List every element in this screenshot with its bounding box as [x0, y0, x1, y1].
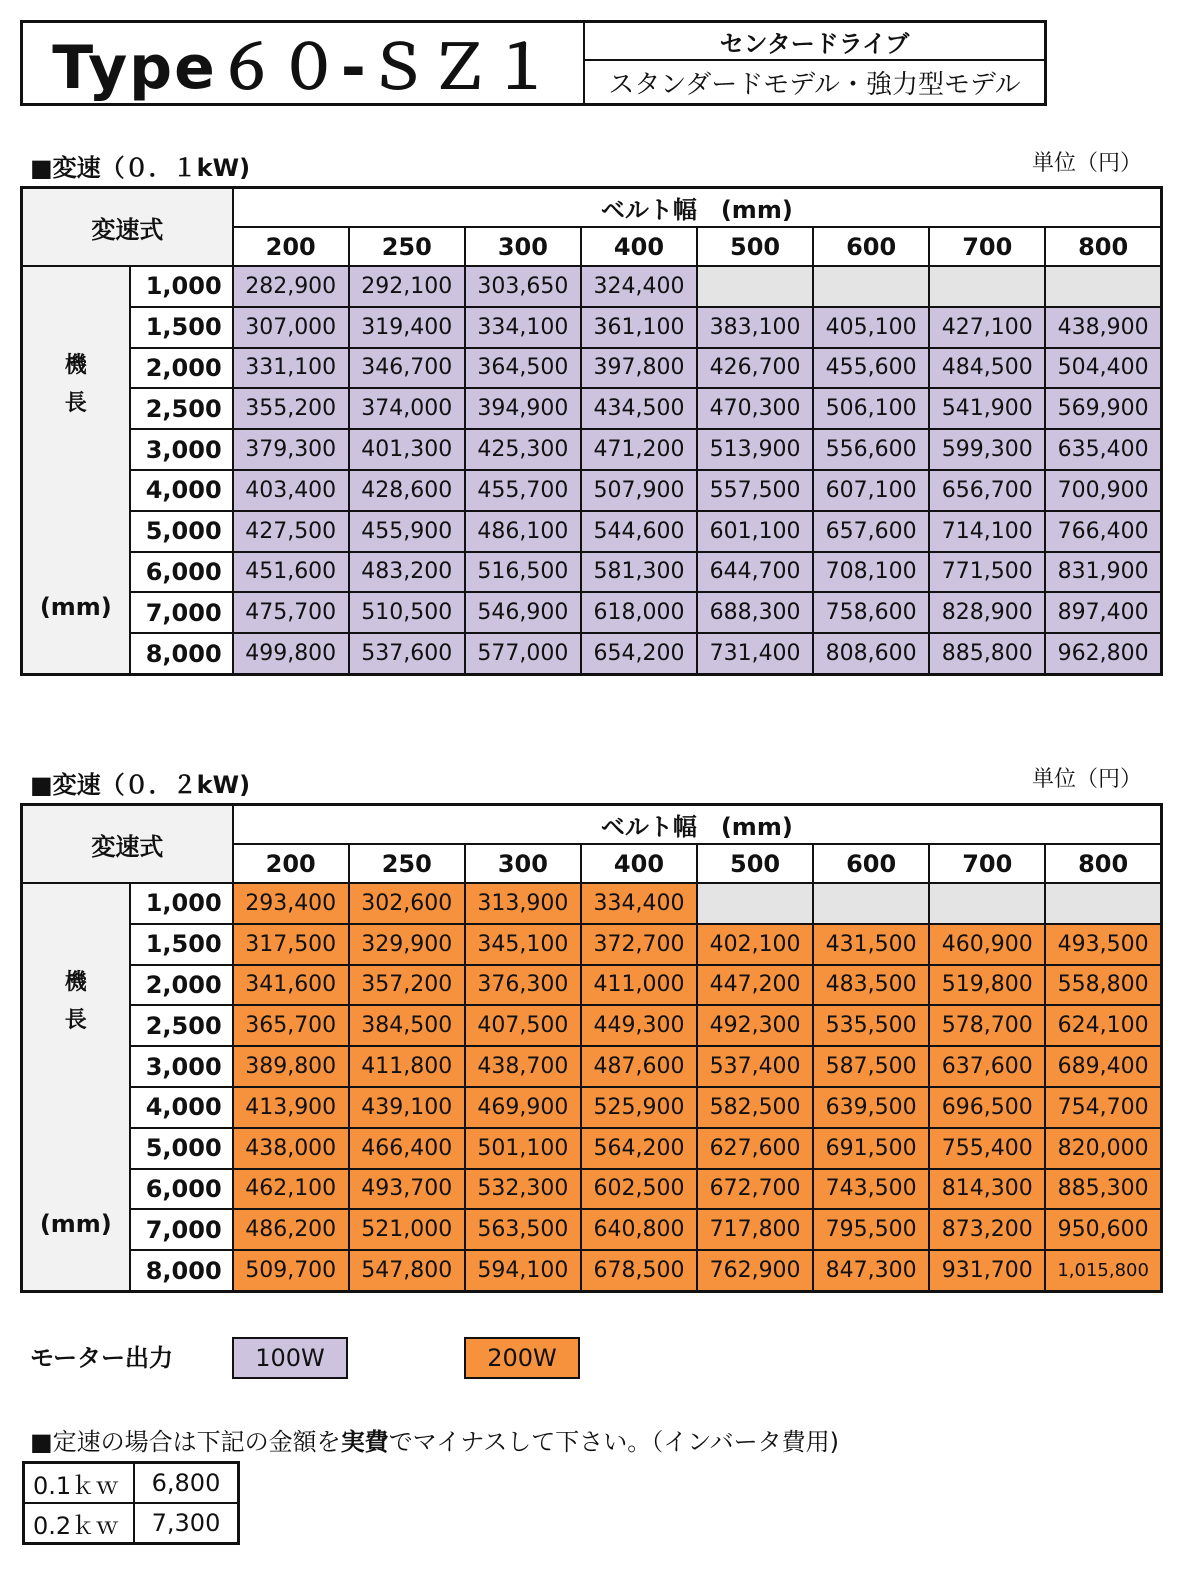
- price-cell: 717,800: [697, 1209, 813, 1250]
- deduction-table: [22, 1461, 240, 1545]
- price-cell: 487,600: [581, 1046, 697, 1087]
- header-row: [22, 805, 1162, 845]
- price-cell: 426,700: [697, 348, 813, 389]
- length-side-label: [22, 266, 130, 675]
- table-row: [22, 470, 1162, 511]
- width-header: 500: [697, 844, 813, 883]
- price-cell: 762,900: [697, 1250, 813, 1291]
- table-row: [22, 1046, 1162, 1087]
- price-cell: 365,700: [233, 1005, 349, 1046]
- legend-100w: [232, 1337, 348, 1379]
- price-cell: 602,500: [581, 1169, 697, 1210]
- table-row: [22, 965, 1162, 1006]
- price-cell: 402,100: [697, 924, 813, 965]
- price-cell: 376,300: [465, 965, 581, 1006]
- price-cell: 657,600: [813, 511, 929, 552]
- price-cell: 329,900: [349, 924, 465, 965]
- price-cell: 731,400: [697, 633, 813, 674]
- price-cell: 383,100: [697, 307, 813, 348]
- price-cell: 319,400: [349, 307, 465, 348]
- price-cell: 438,700: [465, 1046, 581, 1087]
- price-cell: 434,500: [581, 388, 697, 429]
- price-cell: 506,100: [813, 388, 929, 429]
- price-cell: 486,200: [233, 1209, 349, 1250]
- price-cell: 557,500: [697, 470, 813, 511]
- table-row: [22, 883, 1162, 924]
- table-row: [22, 633, 1162, 674]
- width-header: 800: [1045, 844, 1161, 883]
- side-inner: [23, 884, 129, 1290]
- drive-label: センタードライブ: [585, 23, 1044, 61]
- table-row: [22, 307, 1162, 348]
- price-cell: 471,200: [581, 429, 697, 470]
- price-cell: 451,600: [233, 552, 349, 593]
- section-title-1: ■変速（０．１kW): [30, 154, 251, 182]
- price-cell: 847,300: [813, 1250, 929, 1291]
- price-cell: 564,200: [581, 1128, 697, 1169]
- price-cell: 700,900: [1045, 470, 1161, 511]
- price-cell: 469,900: [465, 1087, 581, 1128]
- price-cell: 355,200: [233, 388, 349, 429]
- width-header: 200: [233, 844, 349, 883]
- price-cell: 282,900: [233, 266, 349, 307]
- price-cell: 644,700: [697, 552, 813, 593]
- price-cell: 587,500: [813, 1046, 929, 1087]
- price-cell: 885,300: [1045, 1169, 1161, 1210]
- length-label: 2,000: [130, 348, 233, 389]
- price-cell: 820,000: [1045, 1128, 1161, 1169]
- width-header: 500: [697, 227, 813, 266]
- price-cell: 556,600: [813, 429, 929, 470]
- price-cell: 547,800: [349, 1250, 465, 1291]
- machine-length-label: 機 長: [64, 970, 87, 1033]
- length-unit-label: (mm): [39, 1210, 112, 1238]
- note-post: でマイナスして下さい。（インバータ費用): [388, 1428, 839, 1456]
- table-row: [22, 1005, 1162, 1046]
- table-row: [22, 1209, 1162, 1250]
- length-label: 6,000: [130, 1169, 233, 1210]
- title-block: [20, 20, 1047, 106]
- width-header: 300: [465, 227, 581, 266]
- price-cell: 411,000: [581, 965, 697, 1006]
- price-cell: 758,600: [813, 592, 929, 633]
- legend-label: モーター出力: [30, 1344, 174, 1372]
- price-cell: 455,700: [465, 470, 581, 511]
- length-label: 8,000: [130, 1250, 233, 1291]
- price-cell: 639,500: [813, 1087, 929, 1128]
- price-cell: 535,500: [813, 1005, 929, 1046]
- price-cell: 438,900: [1045, 307, 1161, 348]
- price-cell: 569,900: [1045, 388, 1161, 429]
- price-cell: 483,500: [813, 965, 929, 1006]
- price-cell: 324,400: [581, 266, 697, 307]
- price-cell: 599,300: [929, 429, 1045, 470]
- price-cell: 513,900: [697, 429, 813, 470]
- price-cell: 808,600: [813, 633, 929, 674]
- side-inner: [23, 267, 129, 673]
- empty-cell: [1045, 266, 1161, 307]
- price-cell: 431,500: [813, 924, 929, 965]
- price-cell: 743,500: [813, 1169, 929, 1210]
- price-cell: 885,800: [929, 633, 1045, 674]
- price-cell: 581,300: [581, 552, 697, 593]
- width-header: 200: [233, 227, 349, 266]
- width-header: 800: [1045, 227, 1161, 266]
- price-cell: 374,000: [349, 388, 465, 429]
- width-header: 400: [581, 227, 697, 266]
- price-table-0-1kw: [20, 186, 1163, 676]
- price-cell: 407,500: [465, 1005, 581, 1046]
- price-cell: 405,100: [813, 307, 929, 348]
- price-cell: 828,900: [929, 592, 1045, 633]
- price-cell: 492,300: [697, 1005, 813, 1046]
- header-row: [22, 188, 1162, 228]
- length-label: 7,000: [130, 592, 233, 633]
- price-cell: 428,600: [349, 470, 465, 511]
- price-cell: 544,600: [581, 511, 697, 552]
- price-cell: 427,500: [233, 511, 349, 552]
- price-cell: 292,100: [349, 266, 465, 307]
- price-cell: 470,300: [697, 388, 813, 429]
- price-cell: 640,800: [581, 1209, 697, 1250]
- table-row: [22, 348, 1162, 389]
- price-cell: 341,600: [233, 965, 349, 1006]
- price-cell: 313,900: [465, 883, 581, 924]
- deduction-kw: 0.2ｋｗ: [24, 1503, 135, 1544]
- price-cell: 462,100: [233, 1169, 349, 1210]
- price-table-0-2kw: [20, 803, 1163, 1293]
- price-cell: 413,900: [233, 1087, 349, 1128]
- belt-width-header: ベルト幅 (mm): [233, 188, 1162, 228]
- deduction-value: 6,800: [134, 1463, 239, 1504]
- price-cell: 493,700: [349, 1169, 465, 1210]
- length-side-label: [22, 883, 130, 1292]
- price-cell: 397,800: [581, 348, 697, 389]
- price-cell: 755,400: [929, 1128, 1045, 1169]
- length-label: 2,500: [130, 1005, 233, 1046]
- width-header: 600: [813, 227, 929, 266]
- width-header: 700: [929, 227, 1045, 266]
- price-cell: 427,100: [929, 307, 1045, 348]
- empty-cell: [697, 883, 813, 924]
- empty-cell: [1045, 883, 1161, 924]
- table-row: [22, 1169, 1162, 1210]
- price-cell: 558,800: [1045, 965, 1161, 1006]
- price-cell: 691,500: [813, 1128, 929, 1169]
- corner-label: 変速式: [22, 188, 233, 267]
- length-label: 4,000: [130, 470, 233, 511]
- price-cell: 403,400: [233, 470, 349, 511]
- table-row: [22, 924, 1162, 965]
- length-label: 3,000: [130, 429, 233, 470]
- price-cell: 714,100: [929, 511, 1045, 552]
- price-cell: 521,000: [349, 1209, 465, 1250]
- table-row: [22, 1087, 1162, 1128]
- type-label: Type６０-ＳＺ１: [23, 23, 585, 103]
- legend-200w-label: 200W: [487, 1344, 557, 1372]
- price-cell: 532,300: [465, 1169, 581, 1210]
- price-cell: 578,700: [929, 1005, 1045, 1046]
- price-cell: 525,900: [581, 1087, 697, 1128]
- length-label: 1,000: [130, 266, 233, 307]
- price-cell: 688,300: [697, 592, 813, 633]
- length-label: 7,000: [130, 1209, 233, 1250]
- note-bold: 実費: [340, 1428, 389, 1456]
- deduction-row: [24, 1463, 239, 1504]
- width-header: 700: [929, 844, 1045, 883]
- price-cell: 766,400: [1045, 511, 1161, 552]
- price-cell: 627,600: [697, 1128, 813, 1169]
- price-cell: 364,500: [465, 348, 581, 389]
- corner-label: 変速式: [22, 805, 233, 884]
- price-cell: 439,100: [349, 1087, 465, 1128]
- length-label: 4,000: [130, 1087, 233, 1128]
- length-label: 1,000: [130, 883, 233, 924]
- fixed-speed-note: [30, 1422, 839, 1457]
- price-cell: 361,100: [581, 307, 697, 348]
- price-cell: 460,900: [929, 924, 1045, 965]
- price-cell: 654,200: [581, 633, 697, 674]
- price-cell: 384,500: [349, 1005, 465, 1046]
- price-cell: 449,300: [581, 1005, 697, 1046]
- price-cell: 507,900: [581, 470, 697, 511]
- unit-label-1: 単位（円）: [1031, 151, 1142, 176]
- belt-width-header: ベルト幅 (mm): [233, 805, 1162, 845]
- price-cell: 293,400: [233, 883, 349, 924]
- price-cell: 689,400: [1045, 1046, 1161, 1087]
- price-cell: 499,800: [233, 633, 349, 674]
- price-cell: 537,400: [697, 1046, 813, 1087]
- length-label: 1,500: [130, 924, 233, 965]
- width-header: 250: [349, 227, 465, 266]
- deduction-row: [24, 1503, 239, 1544]
- models-label: スタンダードモデル・強力型モデル: [608, 69, 1021, 100]
- price-cell: 307,000: [233, 307, 349, 348]
- price-cell: 389,800: [233, 1046, 349, 1087]
- length-label: 3,000: [130, 1046, 233, 1087]
- price-cell: 594,100: [465, 1250, 581, 1291]
- price-cell: 771,500: [929, 552, 1045, 593]
- price-cell: 510,500: [349, 592, 465, 633]
- price-cell: 447,200: [697, 965, 813, 1006]
- price-cell: 372,700: [581, 924, 697, 965]
- price-cell: 637,600: [929, 1046, 1045, 1087]
- price-cell: 931,700: [929, 1250, 1045, 1291]
- price-cell: 656,700: [929, 470, 1045, 511]
- length-label: 1,500: [130, 307, 233, 348]
- price-cell: 455,600: [813, 348, 929, 389]
- price-cell: 537,600: [349, 633, 465, 674]
- price-cell: 379,300: [233, 429, 349, 470]
- deduction-value: 7,300: [134, 1503, 239, 1544]
- unit-label-2: 単位（円）: [1031, 767, 1142, 792]
- price-cell: 401,300: [349, 429, 465, 470]
- price-cell: 486,100: [465, 511, 581, 552]
- price-cell: 635,400: [1045, 429, 1161, 470]
- price-cell: 425,300: [465, 429, 581, 470]
- price-cell: 577,000: [465, 633, 581, 674]
- price-cell: 618,000: [581, 592, 697, 633]
- price-cell: 302,600: [349, 883, 465, 924]
- empty-cell: [929, 883, 1045, 924]
- legend-200w: [464, 1337, 580, 1379]
- price-cell: 950,600: [1045, 1209, 1161, 1250]
- note-pre: ■定速の場合は下記の金額を: [30, 1428, 341, 1456]
- price-cell: 455,900: [349, 511, 465, 552]
- price-cell: 519,800: [929, 965, 1045, 1006]
- price-cell: 831,900: [1045, 552, 1161, 593]
- price-cell: 303,650: [465, 266, 581, 307]
- price-cell: 546,900: [465, 592, 581, 633]
- length-label: 6,000: [130, 552, 233, 593]
- table-row: [22, 592, 1162, 633]
- price-cell: 582,500: [697, 1087, 813, 1128]
- width-header: 250: [349, 844, 465, 883]
- table-row: [22, 552, 1162, 593]
- price-cell: 962,800: [1045, 633, 1161, 674]
- legend-100w-label: 100W: [255, 1344, 325, 1372]
- price-cell: 346,700: [349, 348, 465, 389]
- table-row: [22, 1128, 1162, 1169]
- price-cell: 601,100: [697, 511, 813, 552]
- price-cell: 708,100: [813, 552, 929, 593]
- length-label: 5,000: [130, 1128, 233, 1169]
- price-cell: 509,700: [233, 1250, 349, 1291]
- price-cell: 357,200: [349, 965, 465, 1006]
- length-label: 2,000: [130, 965, 233, 1006]
- price-cell: 696,500: [929, 1087, 1045, 1128]
- empty-cell: [929, 266, 1045, 307]
- price-cell: 493,500: [1045, 924, 1161, 965]
- price-cell: 624,100: [1045, 1005, 1161, 1046]
- price-cell: 795,500: [813, 1209, 929, 1250]
- table-row: [22, 1250, 1162, 1291]
- price-cell: 466,400: [349, 1128, 465, 1169]
- length-unit-label: (mm): [39, 593, 112, 621]
- table-row: [22, 266, 1162, 307]
- price-cell: 345,100: [465, 924, 581, 965]
- price-cell: 331,100: [233, 348, 349, 389]
- price-cell: 672,700: [697, 1169, 813, 1210]
- price-cell: 563,500: [465, 1209, 581, 1250]
- price-cell: 897,400: [1045, 592, 1161, 633]
- price-cell: 438,000: [233, 1128, 349, 1169]
- price-cell: 475,700: [233, 592, 349, 633]
- price-cell: 541,900: [929, 388, 1045, 429]
- price-cell: 504,400: [1045, 348, 1161, 389]
- price-cell: 483,200: [349, 552, 465, 593]
- price-cell: 484,500: [929, 348, 1045, 389]
- section-title-2: ■変速（０．２kW): [30, 771, 251, 799]
- length-label: 5,000: [130, 511, 233, 552]
- length-label: 8,000: [130, 633, 233, 674]
- price-cell: 1,015,800: [1045, 1250, 1161, 1291]
- price-cell: 411,800: [349, 1046, 465, 1087]
- table-row: [22, 388, 1162, 429]
- deduction-kw: 0.1ｋｗ: [24, 1463, 135, 1504]
- price-cell: 394,900: [465, 388, 581, 429]
- machine-length-label: 機 長: [64, 353, 87, 416]
- length-label: 2,500: [130, 388, 233, 429]
- price-cell: 334,100: [465, 307, 581, 348]
- width-header: 400: [581, 844, 697, 883]
- price-cell: 334,400: [581, 883, 697, 924]
- price-cell: 317,500: [233, 924, 349, 965]
- price-cell: 754,700: [1045, 1087, 1161, 1128]
- empty-cell: [697, 266, 813, 307]
- width-header: 300: [465, 844, 581, 883]
- price-cell: 516,500: [465, 552, 581, 593]
- price-cell: 814,300: [929, 1169, 1045, 1210]
- price-cell: 873,200: [929, 1209, 1045, 1250]
- price-cell: 607,100: [813, 470, 929, 511]
- empty-cell: [813, 266, 929, 307]
- table-row: [22, 511, 1162, 552]
- width-header: 600: [813, 844, 929, 883]
- price-cell: 501,100: [465, 1128, 581, 1169]
- empty-cell: [813, 883, 929, 924]
- price-cell: 678,500: [581, 1250, 697, 1291]
- table-row: [22, 429, 1162, 470]
